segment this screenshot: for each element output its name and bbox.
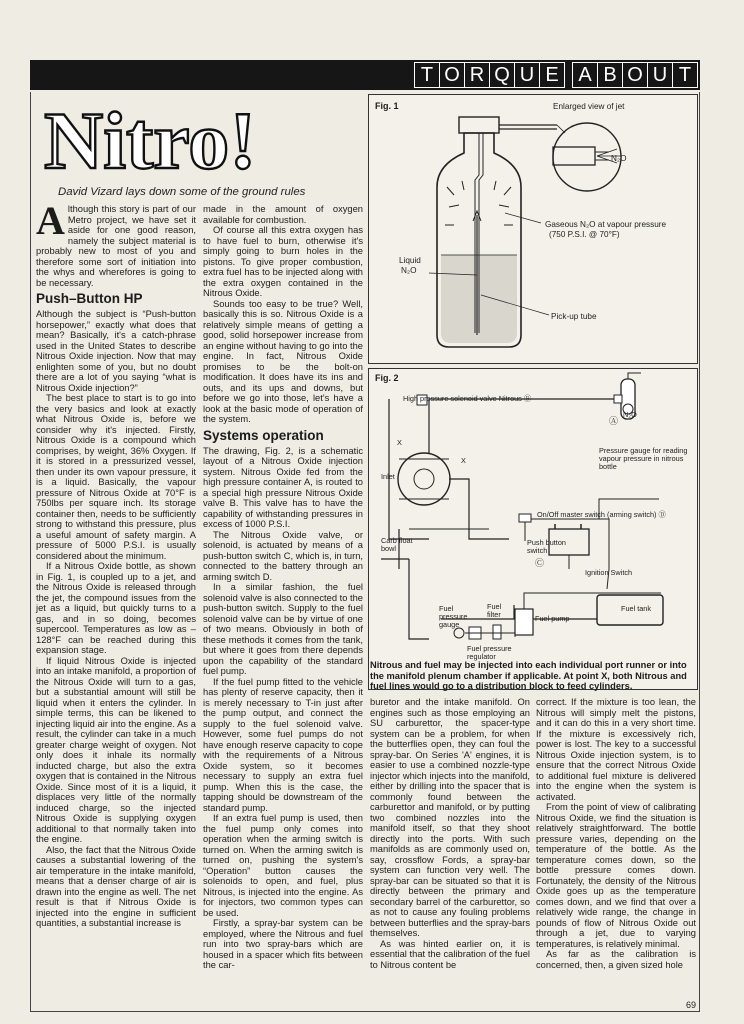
figure-1-label: Fig. 1 [375, 101, 399, 111]
fuel-filter-label: Fuel filter [487, 602, 502, 619]
pressure-gauge-label: Pressure gauge for reading vapour pressure in nitrous bottle [599, 446, 688, 471]
paragraph: If a Nitrous Oxide bottle, as shown in Fig. 1, is coupled up to a jet, and the Nitrous Oxide is released through the jet, the compound issues from the jet as a liquid, but quickly turns to a gas, and in so doing, becomes supercool. Temperatures as low as –128°F can be reached during this expansion stage. [36, 561, 196, 655]
column-3 [370, 697, 530, 970]
inlet-label: Inlet [381, 472, 395, 481]
drop-cap: A [36, 198, 65, 243]
push-button-c-label: Ⓒ [535, 558, 545, 568]
point-x-left: X [397, 438, 402, 447]
paragraph: The best place to start is to go into the very basics and look at exactly what Nitrous Oxide is, before we consider why it's injected. Firstly, Nitrous Oxide is a compound which comprises, by weight, 36% Oxygen. If it is stored in a pressurized vessel, then under its own vapour pressure, it is a liquid. Basically, the vapour pressure of Nitrous Oxide at 70°F is 750lbs per square inch. Its storage container then, needs to be sufficiently strong to withstand this pressure, plus a useful amount of safety margin. A pressure of 5000 P.S.I. is usually considered about the minimum. [36, 393, 196, 561]
heading-systems-operation: Systems operation [203, 427, 324, 443]
page-number: 69 [685, 1000, 696, 1010]
paragraph: If liquid Nitrous Oxide is injected into an intake manifold, a proportion of the Nitrous Oxide will turn to a gas, but a substantial amount will still be liquid when it enters the cylinder. In simple terms, this can be likened to injecting liquid air into the engine. As a result, the cylinder can take in a much greater charge weight of oxygen. Not only does it inhale its normally inducted charge, but also the extra oxygen that is contained in the Nitrous Oxide. Since most of it is a liquid, it displaces very little of the normally induced charge, so the injected Nitrous Oxide is supplying oxygen additional to that normally taken into the engine. [36, 655, 196, 844]
header-letter: R [464, 62, 490, 88]
column-1 [36, 198, 196, 929]
paragraph: buretor and the intake manifold. On engines such as those employing an SU carburettor, the spacer-type system can be a problem, for when the butterflies open, they can foul the spray-bar. On Series 'A' engines, it is easier to use a combined nozzle-type injector which injects into the manifold, either by drilling into the spacer that is commonly found between the carburettor and manifold, or by putting two combined nozzles into the manifold itself, so that they shoot directly into the ports. With such manifolds as are commonly used on, say, crossflow Fords, a spray-bar system can function very well. The spray-bar can be situated so that it is directly between the primary and secondary barrel of the carburettor, so as not to cause any fouling problems between butterflies and the spray-bars themselves. [370, 697, 530, 938]
pressure-label: (750 P.S.I. @ 70°F) [549, 230, 620, 239]
liquid-label: Liquid [399, 256, 421, 265]
paragraph: The Nitrous Oxide valve, or solenoid, is actuated by means of a push-button switch C, which is, in turn, connected to the battery through an arming switch D. [203, 529, 363, 582]
push-button-label: Push button switch [527, 538, 566, 555]
heading-push-button: Push–Button HP [36, 291, 143, 306]
arming-switch-label: On/Off master switch (arming switch) Ⓓ [537, 510, 666, 519]
n2o-label: N₂O [611, 154, 627, 163]
intro-text: lthough this story is part of our Metro project, we have set it aside for one good reason, namely the subject material is probably new to most of you and therefore some sort of initiation into the whys and wherefores is going to be necessary. [36, 204, 196, 288]
hp-valve-label: High pressure solenoid valve Nitrous Ⓑ [403, 394, 532, 403]
byline: David Vizard lays down some of the ground rules [58, 186, 306, 198]
bottle-a-label: Ⓐ [609, 416, 619, 426]
pickup-tube-label: Pick-up tube [551, 312, 597, 321]
header-letter: U [514, 62, 540, 88]
paragraph: As was hinted earlier on, it is essential that the calibration of the fuel to Nitrous content be [370, 938, 530, 970]
figure-2-label: Fig. 2 [375, 373, 399, 383]
paragraph: As far as the calibration is concerned, then, a given sized hole [536, 949, 696, 970]
paragraph: Although the subject is “Push-button horsepower,” exactly what does that mean? Basically, it's a catch-phrase used in the United States to describe Nitrous Oxide injection. Now that may enlighten some of you, but no doubt there are a lot of you saying “what is Nitrous Oxide injection?” [36, 309, 196, 393]
regulator-label: Fuel pressure regulator [467, 644, 512, 661]
header-letter: U [647, 62, 673, 88]
paragraph: If an extra fuel pump is used, then the fuel pump only comes into operation when the arming switch is turned on. When the arming switch is turned on, pushing the system's “Operation” button causes the solenoids to open, and fuel, plus Nitrous, is injected into the engine. As for injectors, two common types can be used. [203, 813, 363, 918]
ignition-switch-label: Ignition Switch [585, 568, 633, 577]
article-title [36, 100, 366, 178]
header-letter: E [539, 62, 565, 88]
title-text: Nitro! [44, 100, 257, 178]
paragraph: If the fuel pump fitted to the vehicle has plenty of reserve capacity, then it is merely necessary to T-in just after the pump output, and connect the supply to the fuel solenoid valve. However, some fuel pumps do not have enough reserve capacity to cope with the requirements of a Nitrous Oxide system, so it becomes necessary to supply an extra fuel pump. When this is the case, the tapping should be downstream of the standard pump. [203, 676, 363, 813]
section-title [415, 62, 698, 88]
fuel-tank-label: Fuel tank [621, 604, 652, 613]
paragraph: From the point of view of calibrating Nitrous Oxide, we find the situation is relatively straightforward. The bottle pressure varies, depending on the temperature of the bottle. As the temperature comes down, so the bottle pressure comes down. Fortunately, the density of the Nitrous Oxide goes up as the temperature comes down, and we find that over a relatively wide range, the change in pounds of flow of Nitrous Oxide out through a jet, due to varying temperatures, is relatively minimal. [536, 802, 696, 949]
header-letter: O [622, 62, 648, 88]
figure-2-caption: Nitrous and fuel may be injected into each individual port runner or into the manifold plenum chamber if applicable. At point X, both Nitrous and fuel lines would go to a distribution block to feed cylinders. [370, 660, 687, 692]
paragraph: Of course all this extra oxygen has to have fuel to burn, otherwise it's simply going to burn holes in the pistons. To give proper combustion, extra fuel has to be injected along with the extra oxygen contained in the Nitrous Oxide. [203, 225, 363, 298]
header-letter: Q [489, 62, 515, 88]
figure-2 [368, 368, 698, 690]
header-letter: O [439, 62, 465, 88]
point-x-right: X [461, 456, 466, 465]
enlarged-view-label: Enlarged view of jet [553, 102, 625, 111]
intro-paragraph [36, 198, 196, 288]
fuel-pump-label: Fuel pump [535, 614, 570, 623]
paragraph: correct. If the mixture is too lean, the Nitrous will simply melt the pistons, and it can do this in a very short time. If the mixture is excessively rich, power is lost. The key to a successful Nitrous Oxide injection system, is to ensure that the correct Nitrous Oxide to additional fuel mixture is delivered into the engine when the system is activated. [536, 697, 696, 802]
paragraph: Sounds too easy to be true? Well, basically this is so. Nitrous Oxide is a relatively simple means of getting a good, solid horsepower increase from an engine without having to go into the engine. In fact, Nitrous Oxide promises to be the bolt-on modification. It does have its ins and outs, and its ups and downs, but before we go into those, let's have a look at the basic mode of operation of the system. [203, 298, 364, 424]
paragraph: Also, the fact that the Nitrous Oxide causes a substantial lowering of the air temperature in the intake manifold, means that a denser charge of air is drawn into the engine as well. The net result is that if Nitrous Oxide is injected into the engine in sufficient quantities, a substantial increase is [36, 844, 196, 928]
gaseous-label: Gaseous N₂O at vapour pressure [545, 220, 667, 229]
paragraph: The drawing, Fig. 2, is a schematic layout of a Nitrous Oxide injection system. Nitrous Oxide fed from the high pressure container A, is routed to a special high pressure Nitrous Oxide valve B. This valve has to have the capability of withstanding pressures in excess of 1000 P.S.I. [203, 445, 363, 529]
liquid-n2o-label: N₂O [401, 266, 417, 275]
bottle-n2o-label: N₂O [623, 410, 637, 419]
fuel-pressure-gauge-label: Fuel pressure gauge [439, 604, 468, 629]
header-letter: B [597, 62, 623, 88]
carb-float-bowl-label: Carb float bowl [381, 536, 413, 553]
header-letter: A [572, 62, 598, 88]
header-letter: T [672, 62, 698, 88]
paragraph: Firstly, a spray-bar system can be employed, where the Nitrous and fuel run into two spray-bars which are housed in a spacer which fits between the car- [203, 918, 363, 970]
paragraph: In a similar fashion, the fuel solenoid valve is also connected to the push-button switch. Supply to the fuel solenoid valve can be by virtue of one of two means. Obviously in both of these methods it comes from the tank, but where it goes from there depends upon the capability of the standard fuel pump. [203, 582, 363, 676]
paragraph: made in the amount of oxygen available for combustion. [203, 204, 363, 225]
column-2 [203, 204, 363, 971]
header-letter: T [414, 62, 440, 88]
column-4 [536, 697, 696, 970]
figure-1 [368, 94, 698, 364]
